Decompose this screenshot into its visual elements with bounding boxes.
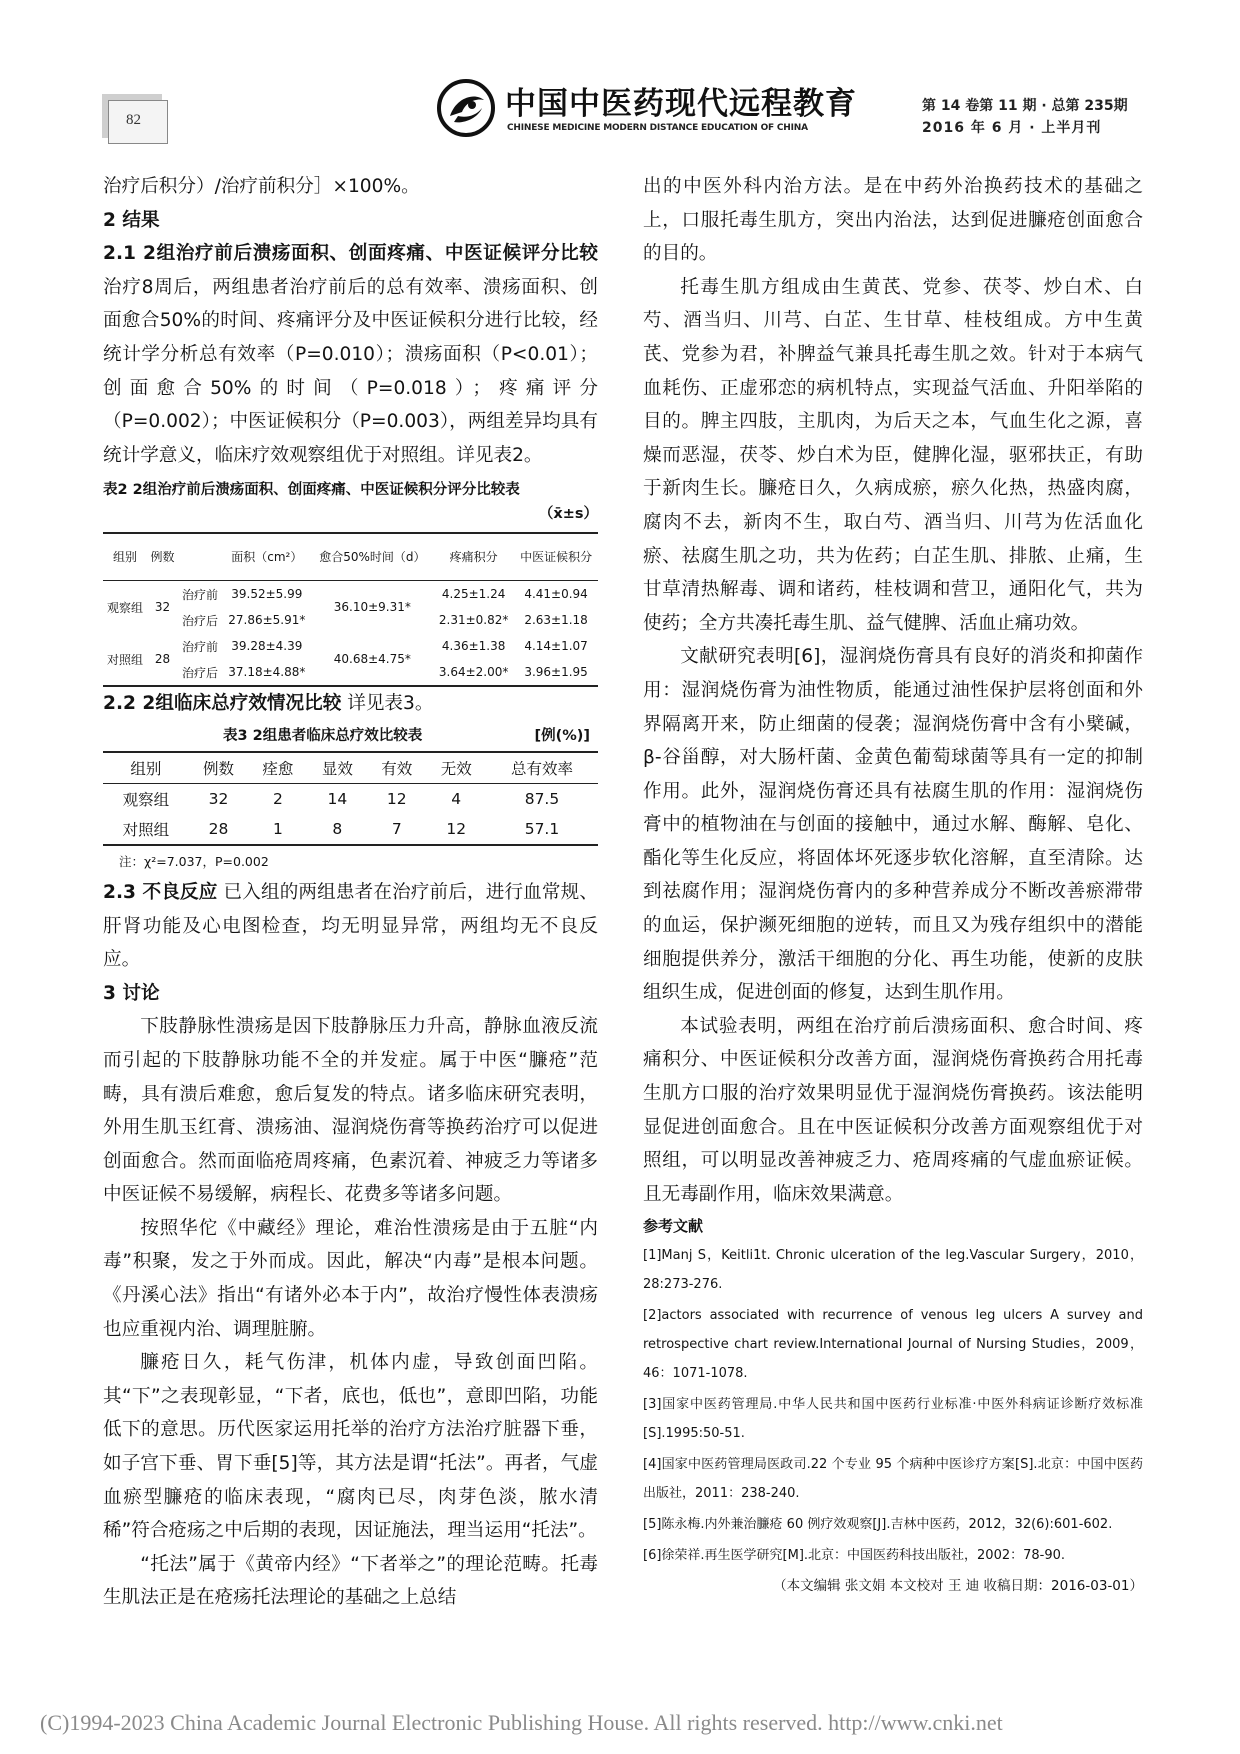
table3-note: 注：χ²=7.037，P=0.002	[119, 853, 269, 869]
table-cell: 治疗前	[182, 639, 219, 654]
paragraph: “托法”属于《黄帝内经》“下者举之”的理论范畴。托毒生肌法正是在疮疡托法理论的基础之上总结	[103, 1553, 598, 1609]
table-header-cell: 组别	[103, 533, 147, 581]
table-header-cell: 组别	[103, 752, 189, 784]
table-cell: 治疗前	[182, 587, 219, 602]
table-cell: 27.86±5.91*	[228, 613, 306, 628]
table3-caption: 表3 2组患者临床总疗效比较表	[223, 727, 423, 744]
table-header-row	[103, 752, 598, 784]
table3-unit: [例(%)]	[534, 727, 590, 744]
section-heading-discussion: 3 讨论	[103, 982, 160, 1004]
paragraph: 本试验表明，两组在治疗前后溃疡面积、愈合时间、疼痛积分、中医证候积分改善方面，湿润烧伤膏换药合用托毒生肌方口服的治疗效果明显优于湿润烧伤膏换药。该法能明显促进创面愈合。且在中医证候积分改善方面观察组优于对照组，可以明显改善神疲乏力、疮周疼痛的气虚血瘀证候。且无毒副作用，临床效果满意。	[643, 1015, 1143, 1205]
table-cell: 7	[391, 819, 402, 838]
subsection-body: 详见表3。	[347, 693, 434, 715]
table-cell: 32	[154, 600, 171, 615]
paragraph: 下肢静脉性溃疡是因下肢静脉压力升高，静脉血液反流而引起的下肢静脉功能不全的并发症。属于中医“臁疮”范畴，具有溃后难愈，愈后复发的特点。诸多临床研究表明，外用生肌玉红膏、溃疡油、湿润烧伤膏等换药治疗可以促进创面愈合。然而面临疮周疼痛，色素沉着、神疲乏力等诸多中医证候不易缓解，病程长、花费多等诸多问题。	[103, 1016, 598, 1206]
table-cell: 40.68±4.75*	[333, 652, 411, 667]
right-column	[643, 170, 1143, 1598]
paragraph: 出的中医外科内治方法。是在中药外治换药技术的基础之上，口服托毒生肌方，突出内治法，达到促进臁疮创面愈合的目的。	[643, 176, 1143, 265]
paragraph: 按照华佗《中藏经》理论，难治性溃疡是由于五脏“内毒”积聚，发之于外而成。因此，解决“内毒”是根本问题。《丹溪心法》指出“有诸外必本于内”，故治疗慢性体表溃疡也应重视内治、调理脏腑。	[103, 1217, 598, 1340]
table-header-cell: 总有效率	[486, 752, 598, 784]
paragraph: 托毒生肌方组成由生黄芪、党参、茯苓、炒白术、白芍、酒当归、川芎、白芷、生甘草、桂枝组成。方中生黄芪、党参为君，补脾益气兼具托毒生肌之效。针对于本病气血耗伤、正虚邪恋的病机特点，实现益气活血、升阳举陷的目的。脾主四肢，主肌肉，为后天之本，气血生化之源，喜燥而恶湿，茯苓、炒白术为臣，健脾化湿，驱邪扶正，有助于新肉生长。臁疮日久，久病成瘀，瘀久化热，热盛肉腐，腐肉不去，新肉不生，取白芍、酒当归、川芎为佐活血化瘀、祛腐生肌之功，共为佐药；白芷生肌、排脓、止痛，生甘草清热解毒、调和诸药，桂枝调和营卫，通阳化气，共为使药；全方共凑托毒生肌、益气健脾、活血止痛功效。	[643, 276, 1143, 634]
table2	[103, 532, 598, 687]
paragraph-2-3	[103, 876, 598, 977]
table-cell: 57.1	[524, 819, 560, 838]
page-number: 82	[126, 112, 141, 128]
table-cell: 39.28±4.39	[231, 639, 303, 654]
table-cell: 36.10±9.31*	[333, 600, 411, 615]
table-cell: 治疗后	[182, 613, 219, 628]
reference-item: [6]徐荣祥.再生医学研究[M].北京：中国医药科技出版社，2002：78-90.	[643, 1548, 1066, 1564]
table-header-cell: 例数	[189, 752, 248, 784]
table-header-cell: 愈合50%时间（d）	[312, 533, 434, 581]
reference-item: [4]国家中医药管理局医政司.22 个专业 95 个病种中医诊疗方案[S].北京：中国中医药出版社，2011：238-240.	[643, 1457, 1143, 1502]
table-cell: 14	[327, 789, 348, 808]
reference-item: [3]国家中医药管理局.中华人民共和国中医药行业标准·中医外科病证诊断疗效标准[S].1995:50-51.	[643, 1397, 1143, 1442]
journal-title-cn: 中国中医药现代远程教育	[505, 86, 857, 122]
table-cell: 4.36±1.38	[441, 639, 506, 654]
table-cell: 3.64±2.00*	[438, 665, 509, 680]
reference-item: [1]Manj S，Keitli1t. Chronic ulceration of the leg.Vascular Surgery，2010，28:273-276.	[643, 1248, 1143, 1293]
table-cell: 治疗后	[182, 665, 219, 680]
paragraph-2-1	[103, 237, 598, 472]
copyright-footer: (C)1994-2023 China Academic Journal Electronic Publishing House. All rights reserved. http://www.cnki.net	[40, 1710, 1003, 1735]
table-cell: 12	[446, 819, 467, 838]
table-cell: 1	[272, 819, 283, 838]
table-header-cell: 无效	[426, 752, 485, 784]
table-cell: 28	[208, 819, 229, 838]
table-cell: 3.96±1.95	[524, 665, 588, 680]
table-cell: 4.14±1.07	[524, 639, 588, 654]
table-header-cell: 有效	[367, 752, 426, 784]
table-cell: 8	[332, 819, 343, 838]
table-row	[103, 783, 598, 814]
table-cell: 37.18±4.88*	[228, 665, 306, 680]
table-cell: 2	[272, 789, 283, 808]
table2-caption: 表2 2组治疗前后溃疡面积、创面疼痛、中医证候积分评分比较表	[103, 482, 520, 499]
editor-line: （本文编辑 张文娟 本文校对 王 迪 收稿日期：2016-03-01）	[773, 1578, 1143, 1595]
table3	[103, 751, 598, 846]
reference-item: [5]陈永梅.内外兼治臁疮 60 例疗效观察[J].吉林中医药，2012，32(6):601-602.	[643, 1517, 1113, 1533]
issue-date: 2016 年 6 月 · 上半月刊	[922, 120, 1102, 136]
reference-item: [2]actors associated with recurrence of venous leg ulcers A survey and retrospective chart review.International Journal of Nursing Studies，2009，46：1071-1078.	[643, 1308, 1143, 1382]
table-header-cell: 中医证候积分	[514, 533, 598, 581]
table-cell: 39.52±5.99	[231, 587, 303, 602]
subsection-body: 已入组的两组患者在治疗前后，进行血常规、肝肾功能及心电图检查，均无明显异常，两组均无不良反应。	[103, 881, 598, 971]
journal-title-en: CHINESE MEDICINE MODERN DISTANCE EDUCATION OF CHINA	[507, 123, 808, 133]
table-row	[103, 814, 598, 845]
table-header-row	[103, 533, 598, 581]
table-header-cell: 例数	[147, 533, 178, 581]
table-cell: 2.63±1.18	[524, 613, 588, 628]
subsection-body: 治疗8周后，两组患者治疗前后的总有效率、溃疡面积、创面愈合50%的时间、疼痛评分及中医证候积分进行比较，经统计学分析总有效率（P=0.010）；溃疡面积（P<0.01）；创面愈合50%的时间（P=0.018）；疼痛评分（P=0.002）；中医证候积分（P=0.003），两组差异均具有统计学意义，临床疗效观察组优于对照组。详见表2。	[103, 276, 598, 466]
references-heading: 参考文献	[643, 1217, 704, 1236]
issue-info: 第 14 卷第 11 期 · 总第 235期	[922, 98, 1128, 114]
table-cell: 87.5	[524, 789, 560, 808]
table-header-cell: 疼痛积分	[433, 533, 514, 581]
table-cell: 观察组	[107, 600, 144, 615]
table-cell: 对照组	[122, 820, 170, 839]
paragraph: 治疗后积分）/治疗前积分］×100%。	[103, 176, 420, 197]
journal-logo-icon	[436, 78, 496, 138]
table-cell: 28	[154, 652, 171, 667]
paragraph: 文献研究表明[6]，湿润烧伤膏具有良好的消炎和抑菌作用：湿润烧伤膏为油性物质，能通过油性保护层将创面和外界隔离开来，防止细菌的侵袭；湿润烧伤膏中含有小檗碱，β-谷甾醇，对大肠杆菌、金黄色葡萄球菌等具有一定的抑制作用。此外，湿润烧伤膏还具有祛腐生肌的作用：湿润烧伤膏中的植物油在与创面的接触中，通过水解、酶解、皂化、酯化等生化反应，将固体坏死逐步软化溶解，直至清除。达到祛腐作用；湿润烧伤膏内的多种营养成分不断改善瘀滞带的血运，保护濒死细胞的逆转，而且又为残存组织中的潜能细胞提供养分，激活干细胞的分化、再生功能，使新的皮肤组织生成，促进创面的修复，达到生肌作用。	[643, 646, 1143, 1004]
table-header-cell: 显效	[308, 752, 367, 784]
table-header-cell	[178, 533, 222, 581]
subsection-title: 2.2 2组临床总疗效情况比较	[103, 693, 342, 715]
table3-caption-row	[103, 721, 598, 751]
table-row	[103, 581, 598, 608]
subsection-title: 2.1 2组治疗前后溃疡面积、创面疼痛、中医证候评分比较	[103, 243, 598, 265]
table-header-cell: 面积（cm²）	[222, 533, 311, 581]
paragraph-2-2	[103, 687, 598, 721]
table-header-cell: 痊愈	[248, 752, 307, 784]
table-cell: 4.41±0.94	[524, 587, 588, 602]
table-cell: 观察组	[122, 790, 170, 809]
table-cell: 12	[386, 789, 407, 808]
table-cell: 2.31±0.82*	[438, 613, 509, 628]
section-heading-results: 2 结果	[103, 209, 160, 231]
table-cell: 4	[451, 789, 462, 808]
paragraph: 臁疮日久，耗气伤津，机体内虚，导致创面凹陷。其“下”之表现彰显，“下者，底也，低也”，意即凹陷，功能低下的意思。历代医家运用托举的治疗方法治疗脏器下垂，如子宫下垂、胃下垂[5]等，其方法是谓“托法”。再者，气虚血瘀型臁疮的临床表现，“腐肉已尽，肉芽色淡，脓水清稀”符合疮疡之中后期的表现，因证施法，理当运用“托法”。	[103, 1352, 598, 1542]
left-column	[103, 170, 598, 1615]
table2-unit: （x̄±s）	[538, 506, 598, 523]
table-cell: 32	[208, 789, 229, 808]
table-row	[103, 633, 598, 659]
subsection-title: 2.3 不良反应	[103, 881, 218, 903]
table-cell: 4.25±1.24	[441, 587, 506, 602]
table-cell: 对照组	[107, 652, 144, 667]
